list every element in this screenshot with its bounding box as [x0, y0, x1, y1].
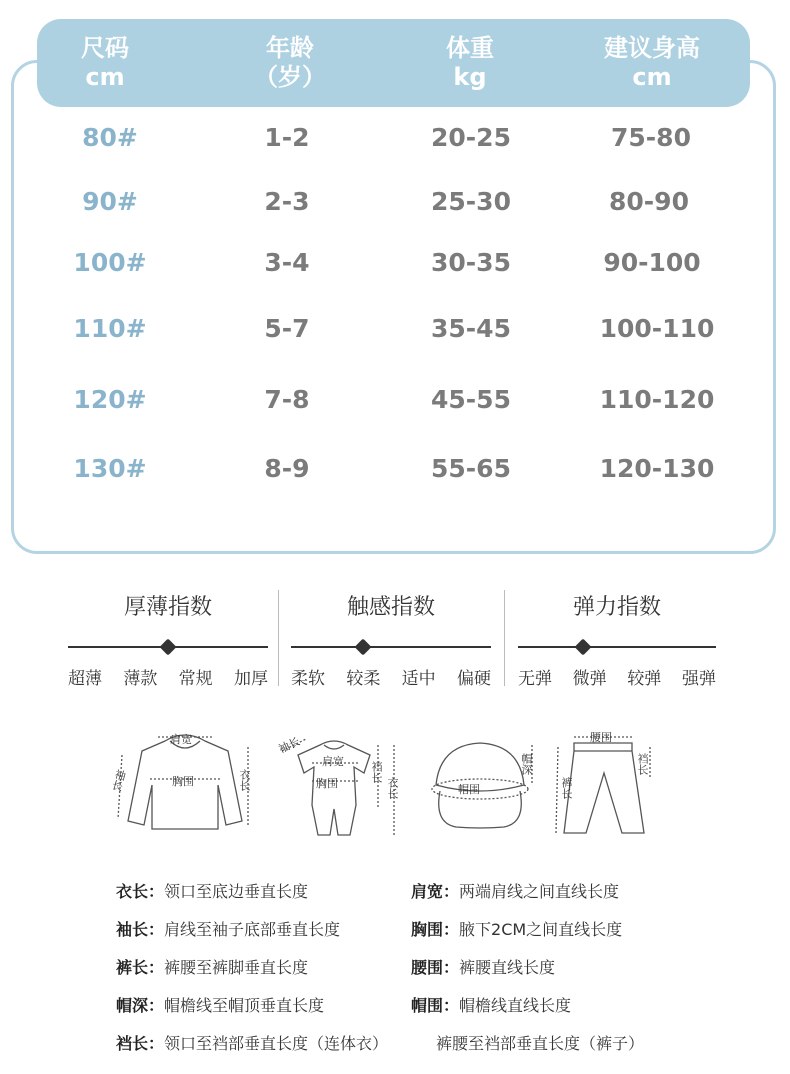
elasticity-index: [518, 588, 716, 689]
age-cell: 7-8: [264, 385, 310, 414]
age-cell: 8-9: [264, 454, 310, 483]
scale-label: 强弹: [681, 669, 716, 689]
definition-item: 袖长：肩线至袖子底部垂直长度: [116, 920, 341, 939]
size-cell: 120#: [73, 385, 147, 414]
pants-waist-label: 腰围: [590, 731, 612, 744]
romper-sleeve-label: 袖长: [276, 734, 302, 756]
height-cell: 75-80: [611, 123, 691, 152]
romper-crotch-label: 裆长: [370, 761, 383, 783]
table-row: [0, 118, 790, 158]
scale-label: 柔软: [291, 669, 325, 689]
weight-cell: 45-55: [431, 385, 511, 414]
scale-label: 常规: [178, 669, 213, 689]
age-cell: 1-2: [264, 123, 310, 152]
age-cell: 5-7: [264, 314, 310, 343]
thickness-index: [68, 588, 268, 689]
definition-item: 肩宽：两端肩线之间直线长度: [411, 882, 620, 901]
header-height: 建议身高 cm: [604, 34, 700, 91]
weight-cell: 55-65: [431, 454, 511, 483]
header-age: 年龄 （岁）: [254, 34, 326, 91]
jacket-sleeve-label: 袖长: [109, 767, 128, 793]
elasticity-index-title: 弹力指数: [572, 595, 661, 620]
size-table-header: [37, 19, 750, 107]
definition-item: 腰围：裤腰直线长度: [411, 958, 556, 977]
definition-item: 帽深：帽檐线至帽顶垂直长度: [116, 996, 325, 1015]
size-cell: 130#: [73, 454, 147, 483]
size-cell: 100#: [73, 248, 147, 277]
scale-label: 较柔: [346, 669, 381, 689]
touch-index: [291, 588, 491, 689]
table-row: [0, 380, 790, 420]
weight-cell: 20-25: [431, 123, 511, 152]
romper-length-label: 衣长: [386, 777, 399, 799]
age-cell: 2-3: [264, 187, 310, 216]
jacket-length-label: 衣长: [238, 769, 251, 791]
pants-crotch-label: 裆长: [636, 753, 649, 775]
size-cell: 80#: [82, 123, 138, 152]
header-weight: 体重 kg: [446, 34, 494, 91]
table-row: [0, 309, 790, 349]
definition-item: 胸围：腋下2CM之间直线长度: [411, 920, 623, 939]
hat-measure-figure: [420, 725, 540, 835]
romper-chest-label: 胸围: [316, 777, 338, 790]
definition-item: 衣长：领口至底边垂直长度: [116, 882, 309, 901]
jacket-shoulder-label: 肩宽: [170, 733, 192, 746]
divider: [504, 590, 505, 686]
age-cell: 3-4: [264, 248, 310, 277]
thickness-index-title: 厚薄指数: [123, 595, 212, 620]
definition-item: 帽围：帽檐线直线长度: [411, 996, 572, 1015]
weight-cell: 25-30: [431, 187, 511, 216]
cap-icon: [420, 725, 540, 835]
scale-label: 加厚: [233, 669, 268, 689]
definition-item: 裆长：领口至裆部垂直长度（连体衣）: [116, 1034, 389, 1053]
scale-label: 超薄: [68, 669, 102, 689]
definition-item: 裤腰至裆部垂直长度（裤子）: [436, 1034, 645, 1053]
jacket-chest-label: 胸围: [172, 775, 194, 788]
height-cell: 110-120: [599, 385, 715, 414]
romper-shoulder-label: 肩宽: [322, 755, 344, 768]
scale-label: 无弹: [518, 669, 552, 689]
definition-item: 裤长：裤腰至裤脚垂直长度: [116, 958, 309, 977]
jacket-measure-figure: [110, 725, 260, 835]
scale-label: 薄款: [123, 669, 158, 689]
scale-label: 微弹: [572, 669, 607, 689]
pants-length-label: 裤长: [560, 777, 573, 799]
hat-depth-label: 帽深: [520, 753, 533, 775]
pants-measure-figure: [552, 725, 662, 840]
touch-index-title: 触感指数: [346, 595, 435, 620]
hat-circumference-label: 帽围: [458, 783, 480, 796]
height-cell: 120-130: [599, 454, 715, 483]
romper-measure-figure: [272, 725, 412, 840]
elasticity-marker: [575, 639, 592, 656]
thickness-marker: [160, 639, 177, 656]
scale-label: 适中: [401, 669, 436, 689]
touch-marker: [355, 639, 372, 656]
touch-scale-line: [291, 646, 491, 648]
table-row: [0, 182, 790, 222]
height-cell: 100-110: [599, 314, 715, 343]
size-cell: 90#: [82, 187, 138, 216]
divider: [278, 590, 279, 686]
scale-label: 较弹: [627, 669, 662, 689]
weight-cell: 30-35: [431, 248, 511, 277]
height-cell: 80-90: [609, 187, 689, 216]
header-size: 尺码 cm: [81, 34, 129, 91]
elasticity-scale-line: [518, 646, 716, 648]
scale-label: 偏硬: [456, 669, 491, 689]
weight-cell: 35-45: [431, 314, 511, 343]
size-cell: 110#: [73, 314, 147, 343]
table-row: [0, 243, 790, 283]
height-cell: 90-100: [603, 248, 701, 277]
table-row: [0, 449, 790, 489]
